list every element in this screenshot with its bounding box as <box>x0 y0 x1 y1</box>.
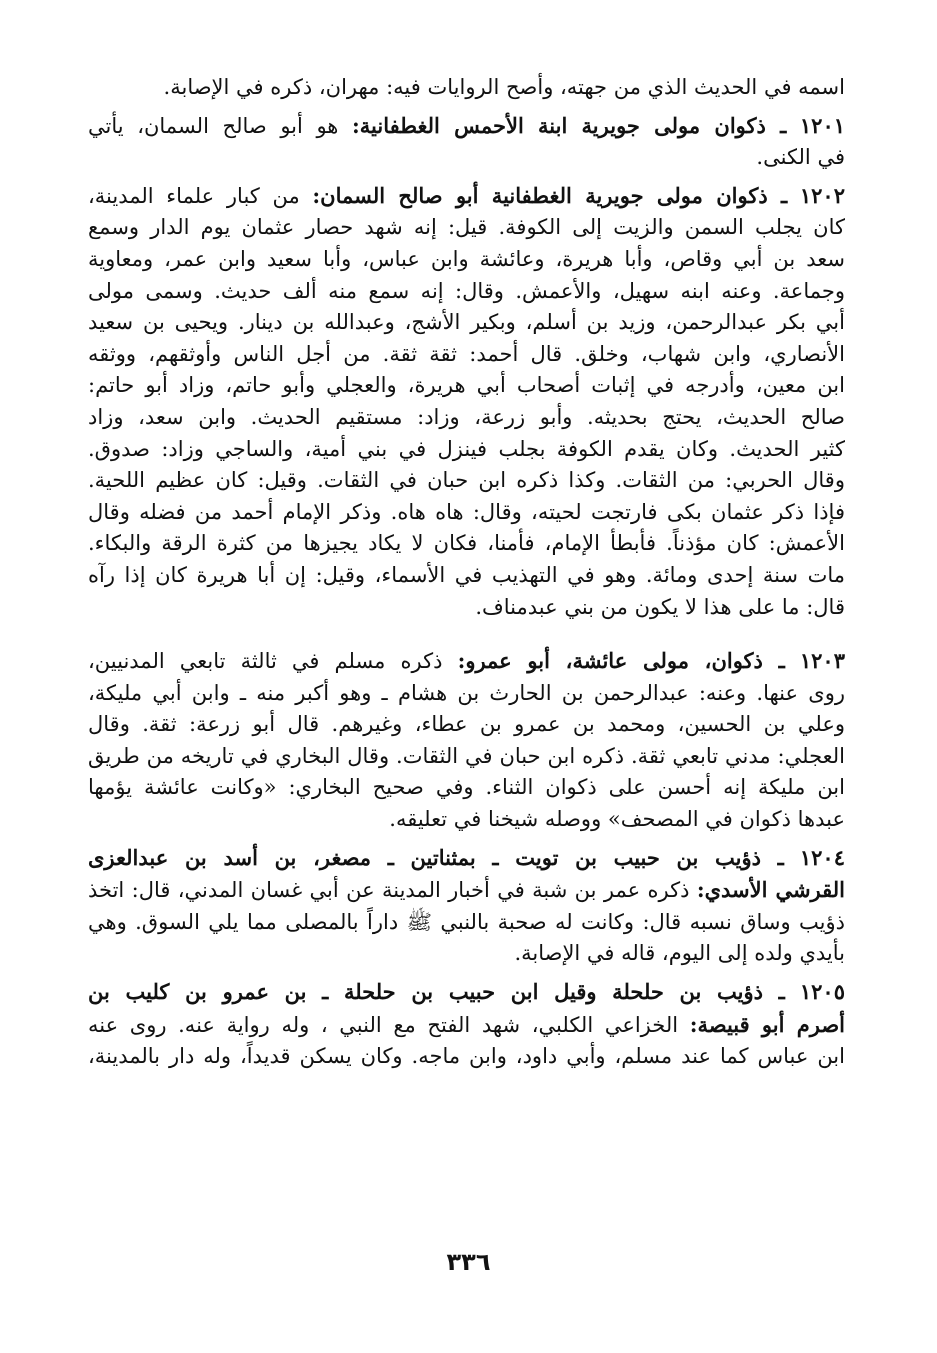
entry-second-line <box>88 874 845 907</box>
text-line: في الكنى. <box>756 145 845 170</box>
entry-1201 <box>88 110 845 174</box>
entry-first-text: الخزاعي الكلبي، شهد الفتح مع النبي ، وله رواية عنه. روى عنه <box>88 1012 679 1037</box>
text-line: الأنصاري، وابن شهاب، وخلق. قال أحمد: ثقة ثقة. من أجل الناس وأوثقهم، ووثقه <box>88 341 845 366</box>
entry-first-line <box>88 976 845 1009</box>
entry-heading: ـ ذكوان مولى جويرية ابنة الأحمس الغطفانية: <box>352 112 787 138</box>
text-line: وقال الحربي: من الثقات. وكذا ذكره ابن حبان في الثقات. وقيل: كان عظيم اللحية. <box>88 468 845 493</box>
text-line: اسمه في الحديث الذي من جهته، وأصح الروايات فيه: مهران، ذكره في الإصابة. <box>163 75 845 99</box>
entry-number: ١٢٠٢ <box>799 182 845 208</box>
text-line: وجماعة. وعنه ابنه سهيل، والأعمش. وقال: إنه سمع منه ألف حديث. وسمى مولى <box>88 278 845 303</box>
text-line: كثير الحديث. وكان يقدم الكوفة بجلب فينزل في بني أمية، والساجي وزاد: صدوق. <box>88 436 845 461</box>
entry-1204 <box>88 842 845 970</box>
text-line: أبي بكر عبدالرحمن، وزيد بن أسلم، وبكير الأشج، وعبدالله بن دينار. ويحيى بن سعيد <box>88 310 845 335</box>
entry-first-line <box>88 842 845 875</box>
text-line: ابن مليكة إنه أحسن على ذكوان الثناء. وفي صحيح البخاري: «وكانت عائشة يؤمها <box>88 775 845 800</box>
entry-1202 <box>88 180 845 623</box>
entry-heading: ـ ذكوان، مولى عائشة، أبو عمرو: <box>457 648 785 674</box>
text-line: سعد بن أبي وقاص، وأبا هريرة، وعائشة وابن عباس، وأبا سعيد وابن عمر، ومعاوية <box>88 246 845 271</box>
entry-1205 <box>88 976 845 1073</box>
text-line: ابن عباس كما عند مسلم، وأبي داود، وابن ماجه. وكان يسكن قديداً، وله دار بالمدينة، <box>88 1044 845 1069</box>
text-line: العجلي: مدني تابعي ثقة. ذكره ابن حبان في الثقات. وقال البخاري في تاريخه من طريق <box>88 743 845 768</box>
entry-number: ١٢٠١ <box>799 112 846 138</box>
text-line: عبدها ذكوان في المصحف» ووصله شيخنا في تعليقه. <box>389 807 845 832</box>
entry-first-text: من كبار علماء المدينة، <box>88 183 300 208</box>
entry-heading-continued: أصرم أبو قبيصة: <box>689 1011 845 1037</box>
text-line: كان يجلب السمن والزيت إلى الكوفة. قيل: إنه شهد حصار عثمان يوم الدار وسمع <box>88 215 845 240</box>
text-line: فإذا ذكر عثمان بكى فارتجت لحيته، وقال: هاه هاه. وذكر الإمام أحمد من فضله وقال <box>88 499 845 524</box>
entry-heading: ـ ذؤيب بن حلحلة وقيل ابن حبيب بن حلحلة ـ بن عمرو بن كليب بن <box>88 979 785 1005</box>
entry-first-text: ذكره عمر بن شبة في أخبار المدينة عن أبي غسان المدني، قال: اتخذ <box>88 878 690 903</box>
text-line: بأيدي ولده إلى اليوم، قاله في الإصابة. <box>514 941 845 966</box>
entry-number: ١٢٠٣ <box>799 648 845 674</box>
entry-first-text: ذكره مسلم في ثالثة تابعي المدنيين، <box>88 649 443 674</box>
entry-first-text: هو أبو صالح السمان، يأتي <box>88 113 339 138</box>
text-line: قال: ما على هذا لا يكون من بني عبدمناف. <box>475 594 845 619</box>
page-body <box>88 72 845 1079</box>
entry-first-line <box>88 180 845 213</box>
entry-number: ١٢٠٥ <box>799 979 845 1005</box>
page-number: ٣٣٦ <box>446 1248 491 1276</box>
text-line: ابن معين، وأدرجه في إثبات أصحاب أبي هريرة، والعجلي وأبو حاتم، وزاد أبو حاتم: <box>88 373 845 398</box>
text-line: صالح الحديث، يحتج بحديثه. وأبو زرعة، وزاد: مستقيم الحديث. وابن سعد، وزاد <box>88 404 845 429</box>
entry-first-line <box>88 645 845 678</box>
entry-first-line <box>88 110 845 143</box>
text-line: مات سنة إحدى ومائة. وهو في التهذيب في الأسماء، وقيل: إن أبا هريرة كان إذا رآه <box>88 562 845 587</box>
text-line: الأعمش: كان مؤذناً. فأبطأ الإمام، فأمنا، فكان لا يكاد يجيزها من كثرة الرقة والبكاء. <box>88 531 845 556</box>
text-line: ذؤيب وساق نسبه قال: وكانت له صحبة بالنبي ﷺ داراً بالمصلى مما يلي السوق. وهي <box>88 909 845 934</box>
entry-second-line <box>88 1009 845 1042</box>
entry-heading-continued: القرشي الأسدي: <box>696 877 845 903</box>
text-line: وعلي بن الحسين، ومحمد بن عمرو بن عطاء، وغيرهم. قال أبو زرعة: ثقة. وقال <box>88 712 845 737</box>
entry-heading: ـ ذكوان مولى جويرية الغطفانية أبو صالح السمان: <box>312 182 788 208</box>
text-line: روى عنها. وعنه: عبدالرحمن بن الحارث بن هشام ـ وهو أكبر منه ـ وابن أبي مليكة، <box>88 680 845 705</box>
entry-1203 <box>88 645 845 836</box>
entry-continuation <box>88 72 845 104</box>
entry-number: ١٢٠٤ <box>799 844 845 870</box>
entry-heading: ـ ذؤيب بن حبيب بن تويت ـ بمثناتين ـ مصغر، بن أسد بن عبدالعزى <box>88 844 784 870</box>
